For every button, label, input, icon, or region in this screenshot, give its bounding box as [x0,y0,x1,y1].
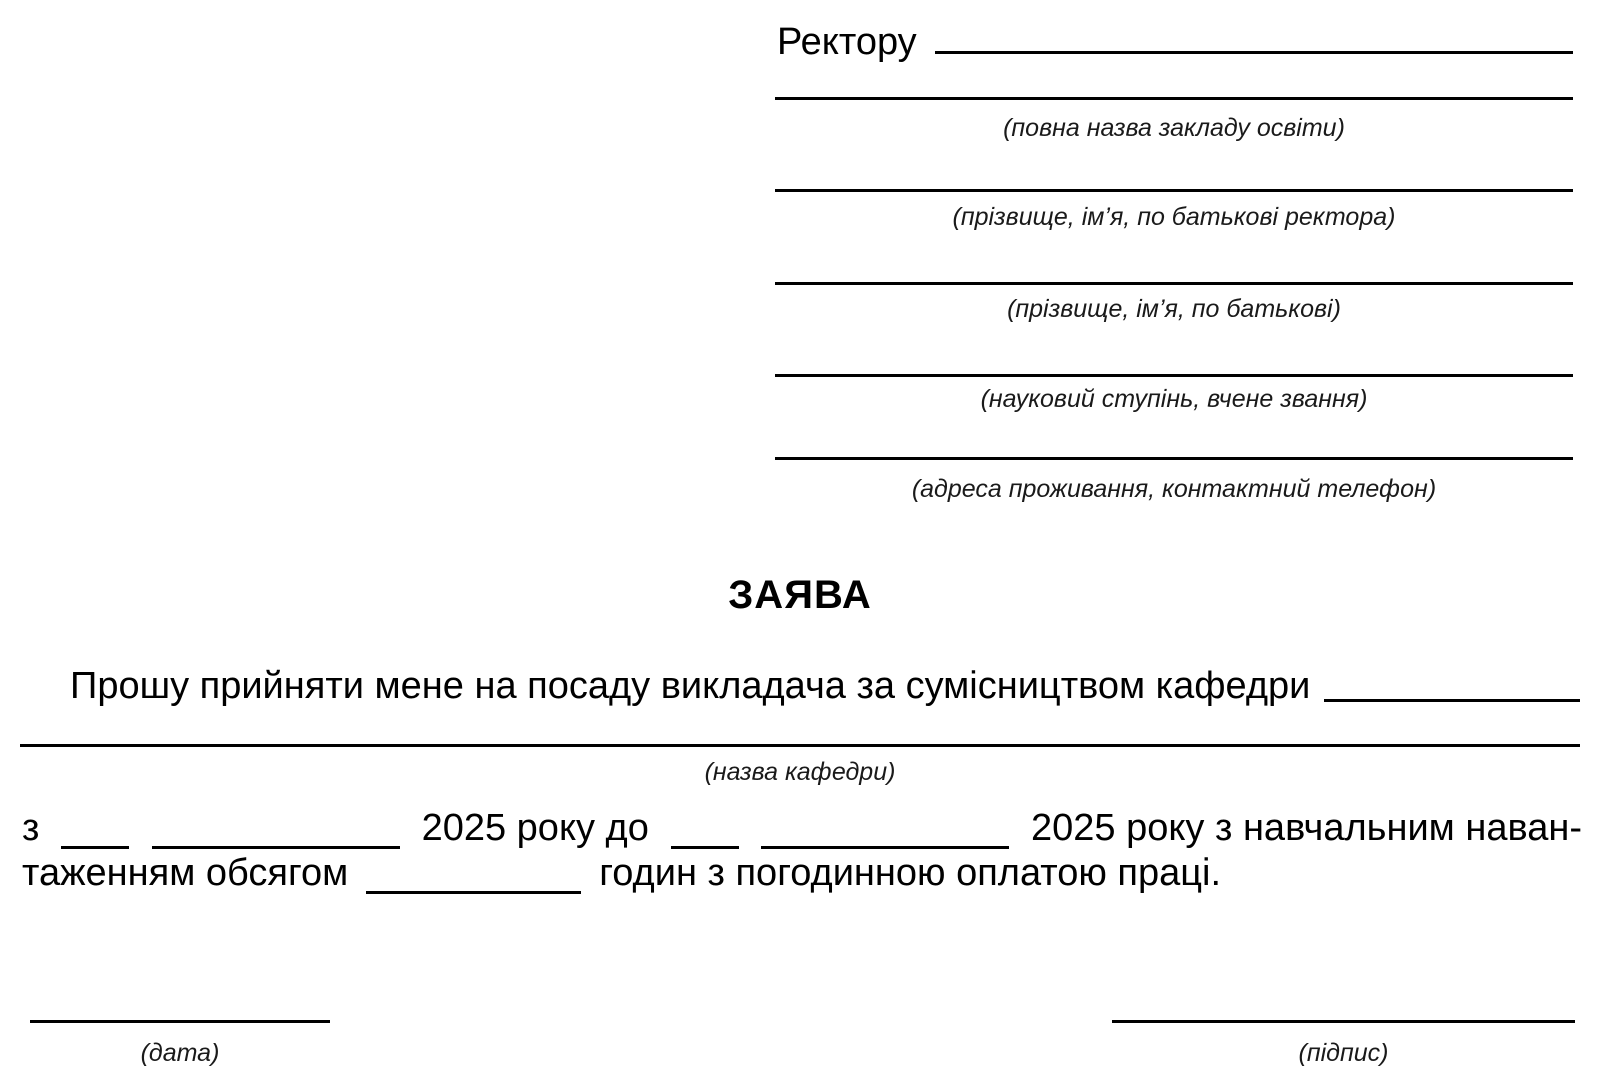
blank-line-signature [1112,1020,1575,1023]
recipient-label: Ректору [777,21,917,63]
caption-department: (назва кафедри) [704,758,896,786]
caption-signature: (підпис) [1298,1039,1389,1067]
request-paragraph [70,662,1580,710]
caption-degree: (науковий ступінь, вчене звання) [980,385,1368,413]
blank-month-to [761,806,1009,849]
period-year-to-text: 2025 року з навчальним наван- [1031,807,1582,849]
blank-line-date [30,1020,330,1023]
period-year-from-text: 2025 року до [421,807,649,849]
document-title: ЗАЯВА [728,573,872,617]
request-text: Прошу прийняти мене на посаду викладача за сумісництвом кафедри [70,665,1311,707]
load-suffix-text: годин з погодинною оплатою праці. [599,852,1222,894]
caption-address: (адреса проживання, контактний телефон) [911,475,1437,503]
period-line-2 [22,851,1582,896]
caption-rector-name: (прізвище, ім’я, по батькові ректора) [952,203,1396,231]
period-paragraph [22,806,1582,896]
blank-line-institution [775,97,1573,100]
blank-month-from [152,806,400,849]
load-prefix-text: таженням обсягом [22,852,349,894]
blank-line-department-full [20,744,1580,747]
blank-day-to [671,806,739,849]
blank-hours [366,851,581,894]
caption-date: (дата) [140,1039,220,1067]
blank-line-applicant-name [775,282,1573,285]
blank-day-from [61,806,129,849]
blank-line-address [775,457,1573,460]
blank-line-rector-title [935,51,1573,54]
caption-institution: (повна назва закладу освіти) [1003,114,1345,142]
blank-line-degree [775,374,1573,377]
caption-applicant-name: (прізвище, ім’я, по батькові) [1007,295,1341,323]
blank-line-rector-name [775,189,1573,192]
period-from-word: з [22,807,40,849]
period-line-1 [22,806,1582,851]
blank-line-department-start [1324,662,1580,702]
